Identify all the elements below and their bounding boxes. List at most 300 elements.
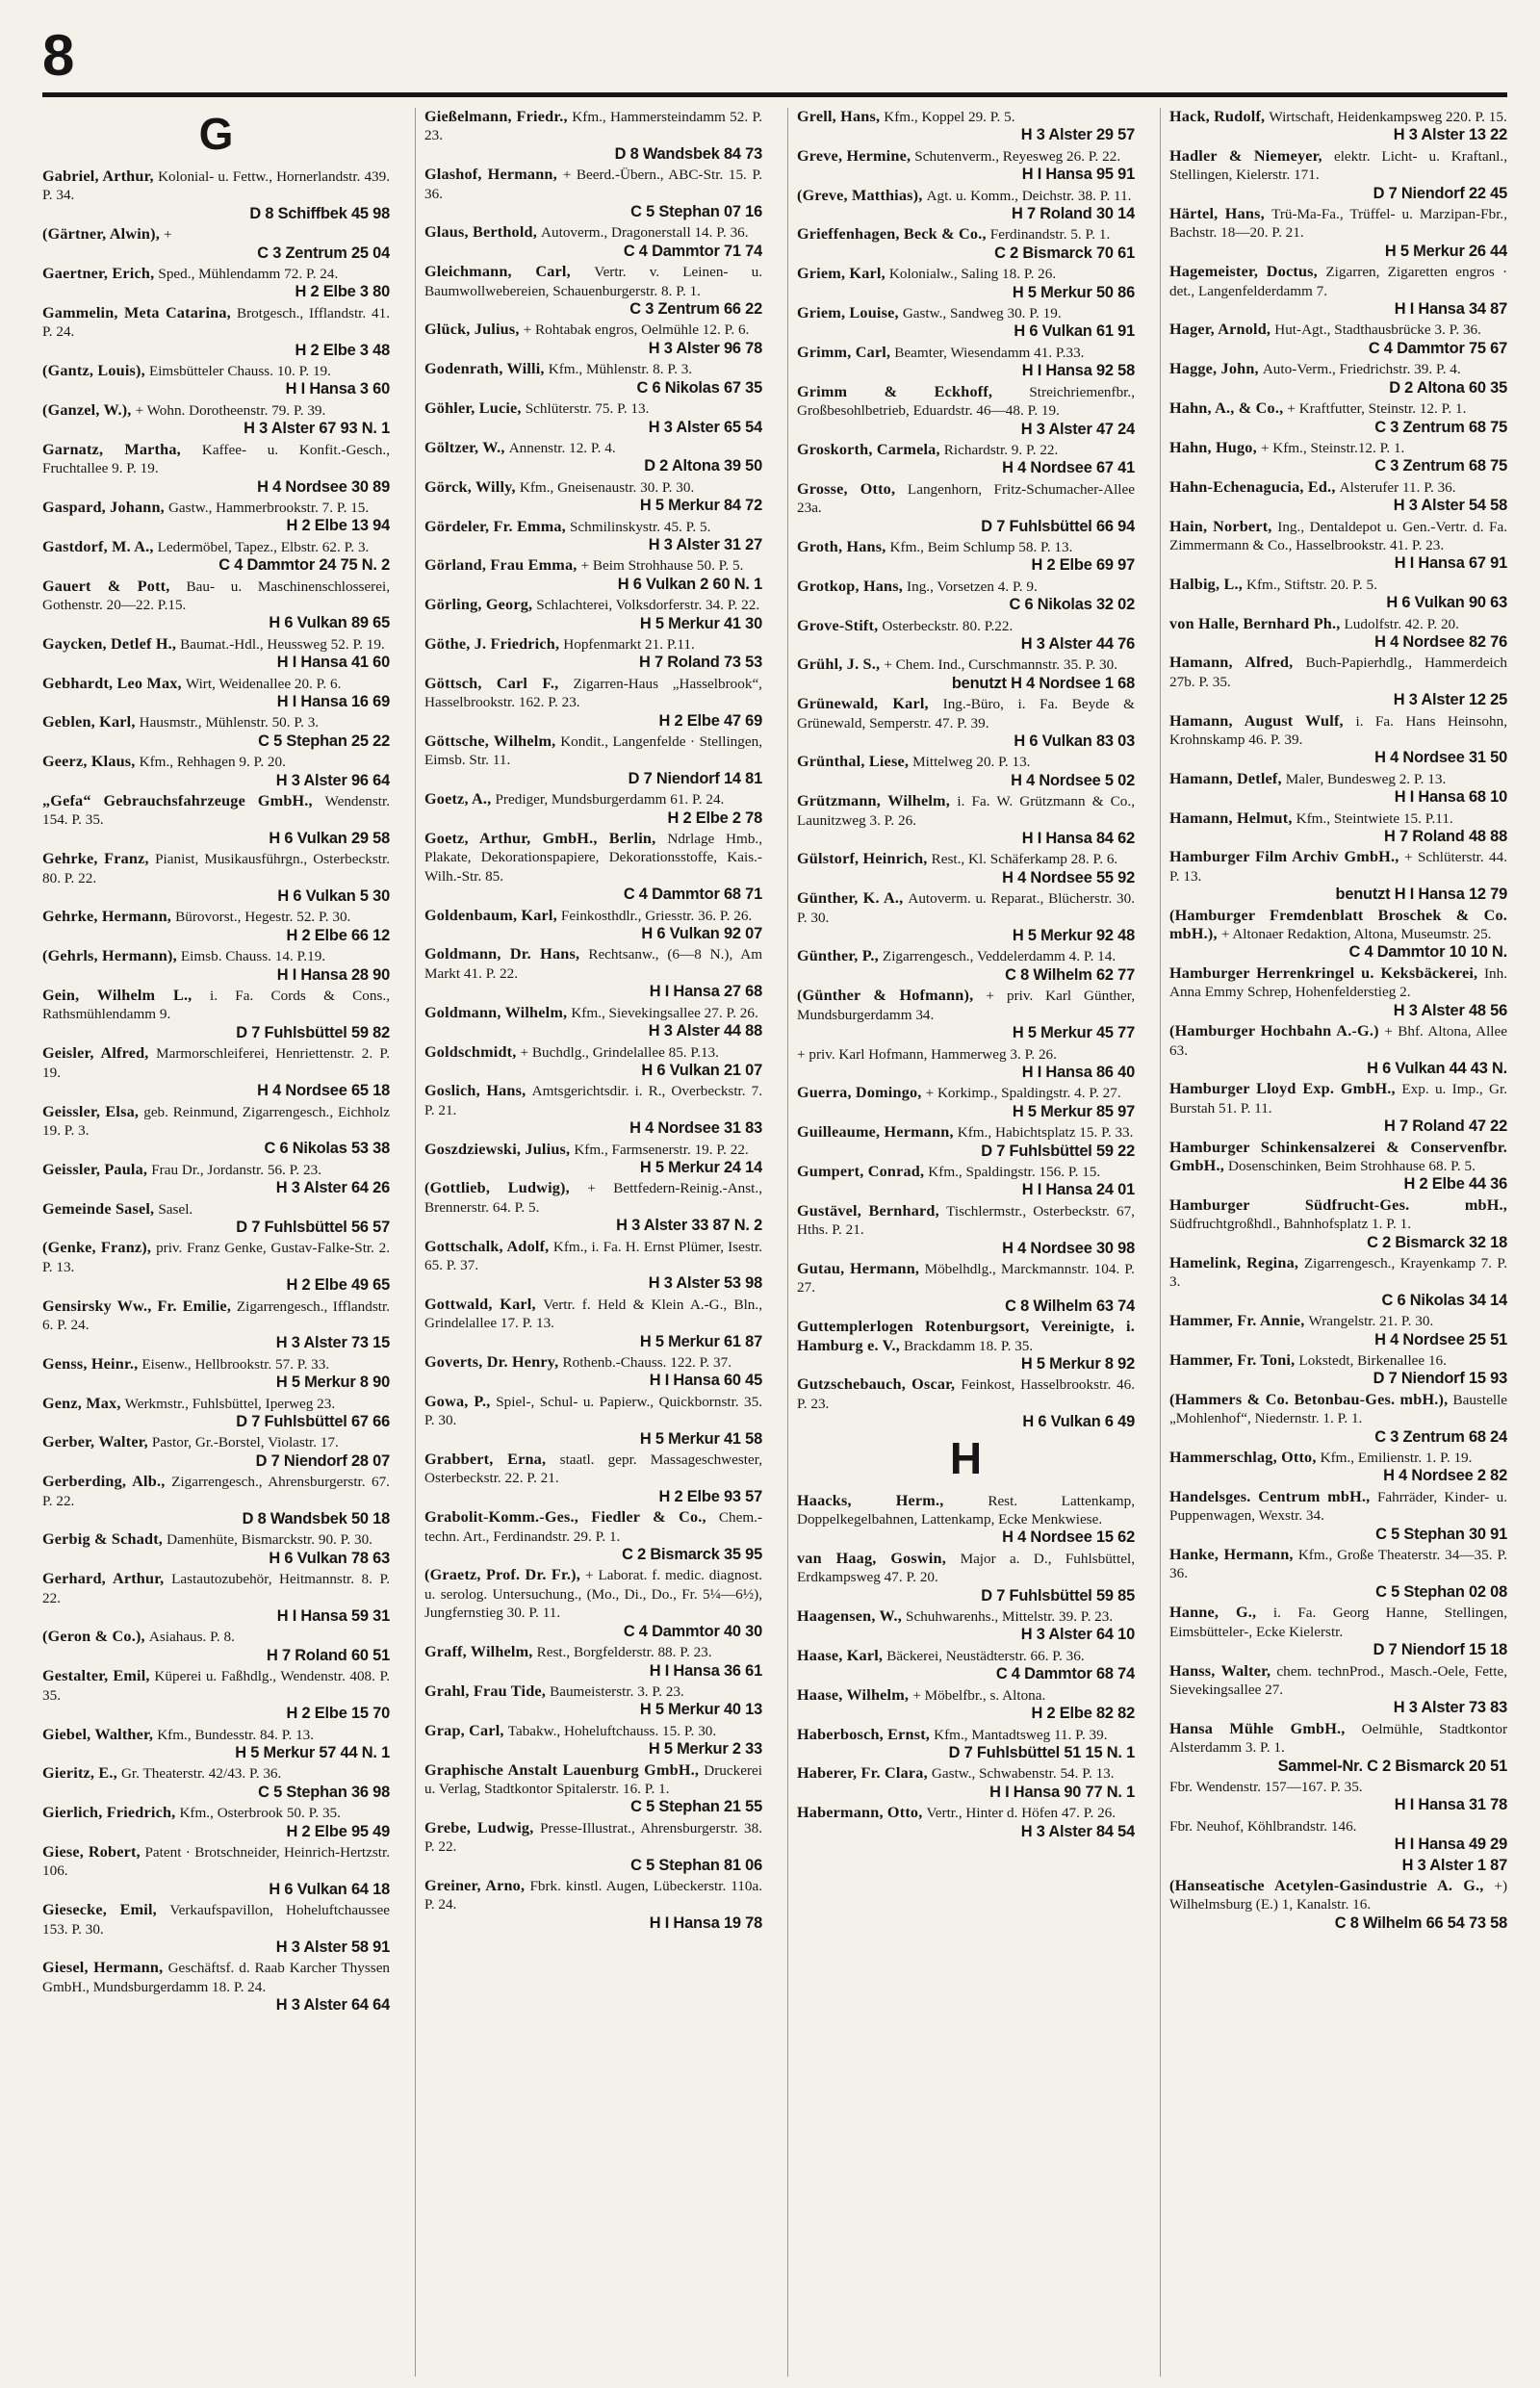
entry-phone: H 2 Elbe 2 78 bbox=[667, 809, 762, 827]
entry-details: Schutenverm., Reyesweg 26. P. 22. bbox=[914, 147, 1121, 165]
directory-entry bbox=[42, 578, 390, 633]
entry-details: Fbrk. kinstl. Augen, Lübeckerstr. 110a. P. 24. bbox=[424, 1877, 762, 1913]
directory-entry bbox=[424, 1566, 762, 1641]
directory-entry bbox=[1169, 205, 1507, 261]
entry-name: Graff, Wilhelm, bbox=[424, 1643, 533, 1661]
entry-phone: H I Hansa 16 69 bbox=[276, 692, 390, 710]
directory-entry bbox=[797, 441, 1135, 478]
entry-details: Richardstr. 9. P. 22. bbox=[943, 441, 1059, 458]
directory-entry bbox=[424, 1508, 762, 1564]
directory-entry bbox=[424, 1451, 762, 1506]
directory-entry bbox=[42, 987, 390, 1042]
entry-name: Gauert & Pott, bbox=[42, 577, 170, 595]
directory-entry bbox=[797, 947, 1135, 985]
entry-name: Gottschalk, Adolf, bbox=[424, 1237, 550, 1255]
directory-entry bbox=[1169, 1662, 1507, 1718]
directory-entry bbox=[424, 1082, 762, 1138]
entry-name: Gein, Wilhelm L., bbox=[42, 987, 192, 1005]
directory-entry bbox=[1169, 321, 1507, 358]
entry-name: Grabbert, Erna, bbox=[424, 1451, 547, 1469]
entry-details: + Bettfedern-Reinig.-Anst., Brennerstr. 64. P. 5. bbox=[424, 1180, 762, 1216]
entry-phone: C 6 Nikolas 32 02 bbox=[1009, 596, 1135, 614]
entry-phone: H 3 Alster 1 87 bbox=[1401, 1856, 1507, 1874]
entry-details: Major a. D., Fuhlsbüttel, Erdkampsweg 47. P. 20. bbox=[797, 1550, 1135, 1586]
directory-entry bbox=[424, 1643, 762, 1681]
directory-entry bbox=[797, 1686, 1135, 1724]
directory-entry bbox=[797, 1607, 1135, 1645]
directory-entry bbox=[42, 1395, 390, 1432]
entry-details: Autoverm., Dragonerstall 14. P. 36. bbox=[541, 224, 749, 242]
entry-name: Göttsche, Wilhelm, bbox=[424, 732, 556, 750]
entry-name: Guttemplerlogen Rotenburgsort, Vereinigte, i. Hamburg e. V., bbox=[797, 1318, 1135, 1354]
entry-details: + Schlüterstr. 44. P. 13. bbox=[1169, 849, 1507, 885]
directory-entry bbox=[42, 167, 390, 223]
entry-name: Göhler, Lucie, bbox=[424, 399, 522, 418]
entry-details: Rest., Borgfelderstr. 88. P. 23. bbox=[536, 1644, 712, 1661]
entry-details: Baumat.-Hdl., Heussweg 52. P. 19. bbox=[180, 635, 385, 653]
entry-name: Grühl, J. S., bbox=[797, 655, 881, 674]
directory-entry bbox=[1169, 399, 1507, 437]
entry-details: Streichriemenfbr., Großbesohlbetrieb, Eduardstr. 46—48. P. 19. bbox=[797, 383, 1135, 420]
entry-details: Kolonial- u. Fettw., Hornerlandstr. 439. P. 34. bbox=[42, 168, 390, 204]
entry-name: Gieritz, E., bbox=[42, 1764, 117, 1783]
entry-name: Gördeler, Fr. Emma, bbox=[424, 517, 566, 535]
entry-phone: H I Hansa 19 78 bbox=[649, 1913, 762, 1932]
entry-name: Haase, Wilhelm, bbox=[797, 1685, 910, 1704]
entry-name: Gastdorf, M. A., bbox=[42, 537, 154, 555]
entry-name: Griem, Louise, bbox=[797, 304, 899, 322]
directory-entry bbox=[424, 1004, 762, 1041]
directory-entry bbox=[797, 617, 1135, 655]
directory-entry bbox=[1169, 770, 1507, 808]
entry-name: (Graetz, Prof. Dr. Fr.), bbox=[424, 1566, 580, 1584]
entry-details: + Laborat. f. medic. diagnost. u. serolog. Untersuchung., (Mo., Di., Do., Fr. 5¼—6½), Jungfernstieg 30. P. 11. bbox=[424, 1567, 762, 1622]
entry-details: Inh. Anna Emmy Schrep, Hohenfelderstieg 2. bbox=[1169, 964, 1507, 1001]
entry-name: Hamburger Film Archiv GmbH., bbox=[1169, 848, 1399, 866]
entry-phone: D 8 Wandsbek 50 18 bbox=[242, 1510, 390, 1528]
entry-name: Goszdziewski, Julius, bbox=[424, 1140, 571, 1158]
entry-name: Goldmann, Wilhelm, bbox=[424, 1003, 568, 1021]
entry-details: Kfm., Hammersteindamm 52. P. 23. bbox=[424, 109, 762, 144]
entry-details: Damenhüte, Bismarckstr. 90. P. 30. bbox=[167, 1531, 372, 1549]
entry-name: Haberer, Fr. Clara, bbox=[797, 1764, 928, 1783]
entry-details: Hut-Agt., Stadthausbrücke 3. P. 36. bbox=[1274, 321, 1481, 339]
directory-entry bbox=[424, 1296, 762, 1351]
directory-entry bbox=[797, 538, 1135, 576]
entry-details: Eimsbütteler Chauss. 10. P. 19. bbox=[148, 363, 331, 380]
entry-phone: D 7 Niendorf 28 07 bbox=[255, 1451, 390, 1470]
directory-entry bbox=[1169, 1877, 1507, 1933]
entry-name: Grove-Stift, bbox=[797, 616, 879, 634]
entry-name: Grosse, Otto, bbox=[797, 479, 896, 498]
directory-entry bbox=[424, 1043, 762, 1081]
entry-name: (Genke, Franz), bbox=[42, 1239, 152, 1257]
entry-name: Garnatz, Martha, bbox=[42, 440, 181, 458]
entry-details: Gastw., Schwabenstr. 54. P. 13. bbox=[931, 1765, 1115, 1783]
entry-details: Rest., Kl. Schäferkamp 28. P. 6. bbox=[931, 851, 1118, 868]
directory-entry bbox=[42, 1726, 390, 1763]
entry-name: Goldmann, Dr. Hans, bbox=[424, 945, 580, 963]
directory-entry bbox=[797, 225, 1135, 263]
entry-details: Kfm., i. Fa. H. Ernst Plümer, Isestr. 65. P. 37. bbox=[424, 1238, 762, 1273]
directory-entry bbox=[1169, 1139, 1507, 1194]
entry-name: (Hammers & Co. Betonbau-Ges. mbH.), bbox=[1169, 1390, 1449, 1408]
entry-details: Oelmühle, Stadtkontor Alsterdamm 3. P. 1. bbox=[1169, 1720, 1507, 1757]
entry-phone: H 3 Alster 54 58 bbox=[1393, 497, 1507, 515]
directory-entry bbox=[1169, 1604, 1507, 1659]
entry-name: Hagemeister, Doctus, bbox=[1169, 263, 1318, 281]
entry-name: Haacks, Herm., bbox=[797, 1491, 944, 1509]
entry-phone: H 6 Vulkan 64 18 bbox=[269, 1880, 390, 1898]
entry-details: Vertr. v. Leinen- u. Baumwollwebereien, Schauenburgerstr. 8. P. 1. bbox=[424, 264, 762, 299]
entry-name: Hamburger Schinkensalzerei & Conservenfbr. GmbH., bbox=[1169, 1138, 1507, 1174]
entry-details: Baustelle „Mohlenhof“, Niedernstr. 1. P. 1. bbox=[1169, 1391, 1507, 1427]
entry-details: Tabakw., Hoheluftchauss. 15. P. 30. bbox=[507, 1722, 717, 1739]
entry-name: Geisler, Alfred, bbox=[42, 1044, 149, 1063]
entry-phone: H I Hansa 84 62 bbox=[1021, 830, 1135, 848]
directory-entry bbox=[1169, 360, 1507, 398]
directory-entry bbox=[42, 1804, 390, 1841]
entry-details: Kfm., Steintwiete 15. P.11. bbox=[1296, 809, 1453, 827]
entry-details: Kfm., Rehhagen 9. P. 20. bbox=[139, 754, 286, 771]
entry-name: Hahn-Echenagucia, Ed., bbox=[1169, 477, 1336, 496]
entry-details: Werkmstr., Fuhlsbüttel, Iperweg 23. bbox=[124, 1395, 336, 1412]
entry-details: Kfm., Bundesstr. 84. P. 13. bbox=[157, 1726, 315, 1743]
entry-details: Prediger, Mundsburgerdamm 61. P. 24. bbox=[495, 791, 725, 809]
directory-entry bbox=[797, 655, 1135, 693]
entry-phone: H I Hansa 36 61 bbox=[649, 1661, 762, 1680]
entry-details: Schlachterei, Volksdorferstr. 34. P. 22. bbox=[536, 597, 760, 614]
entry-name: Hamburger Südfrucht-Ges. mbH., bbox=[1169, 1195, 1507, 1214]
header-rule bbox=[42, 92, 1507, 97]
entry-details: Vertr., Hinter d. Höfen 47. P. 26. bbox=[926, 1805, 1116, 1822]
entry-details: + Chem. Ind., Curschmannstr. 35. P. 30. bbox=[884, 656, 1118, 674]
entry-phone: H 3 Alster 84 54 bbox=[1020, 1822, 1135, 1840]
entry-phone: H I Hansa 59 31 bbox=[276, 1607, 390, 1626]
entry-details: Südfruchtgroßhdl., Bahnhofsplatz 1. P. 1. bbox=[1169, 1216, 1411, 1233]
directory-entry bbox=[1169, 518, 1507, 574]
entry-name: Gerhard, Arthur, bbox=[42, 1570, 165, 1588]
entry-details: Kfm., Emilienstr. 1. P. 19. bbox=[1320, 1450, 1473, 1467]
entry-name: Hagge, John, bbox=[1169, 360, 1259, 378]
entry-name: Görling, Georg, bbox=[424, 596, 533, 614]
entry-phone: H 6 Vulkan 5 30 bbox=[277, 887, 390, 906]
entry-name: Gehrke, Franz, bbox=[42, 850, 149, 868]
directory-entry bbox=[424, 166, 762, 221]
entry-details: Kfm., Große Theaterstr. 34—35. P. 36. bbox=[1169, 1547, 1507, 1582]
entry-phone: H I Hansa 92 58 bbox=[1021, 362, 1135, 380]
entry-details: geb. Reinmund, Zigarrengesch., Eichholz 19. P. 3. bbox=[42, 1103, 390, 1139]
directory-entry bbox=[424, 732, 762, 788]
entry-phone: H 3 Alster 64 64 bbox=[275, 1996, 390, 2015]
entry-phone: H 3 Alster 13 22 bbox=[1393, 126, 1507, 144]
directory-entry bbox=[797, 1123, 1135, 1161]
entry-name: (Gottlieb, Ludwig), bbox=[424, 1179, 570, 1197]
entry-details: + Beim Strohhause 50. P. 5. bbox=[580, 557, 744, 575]
entry-details: Auto-Verm., Friedrichstr. 39. P. 4. bbox=[1262, 361, 1461, 378]
entry-details: Alsterufer 11. P. 36. bbox=[1339, 478, 1456, 496]
entry-phone: H I Hansa 34 87 bbox=[1394, 300, 1507, 319]
entry-details: Kfm., Gneisenaustr. 30. P. 30. bbox=[519, 478, 695, 496]
directory-entry bbox=[42, 753, 390, 790]
entry-phone: H 4 Nordsee 5 02 bbox=[1011, 771, 1135, 789]
directory-entry bbox=[424, 1682, 762, 1720]
entry-phone: H 3 Alster 65 54 bbox=[648, 418, 762, 436]
entry-name: Gerber, Walter, bbox=[42, 1433, 148, 1451]
entry-name: Gutau, Hermann, bbox=[797, 1259, 920, 1277]
entry-phone: H I Hansa 67 91 bbox=[1394, 554, 1507, 573]
entry-details: Rothenb.-Chauss. 122. P. 37. bbox=[562, 1354, 732, 1371]
entry-name: Görland, Frau Emma, bbox=[424, 556, 578, 575]
entry-phone: H 2 Elbe 15 70 bbox=[286, 1705, 390, 1723]
directory-entry bbox=[1169, 809, 1507, 847]
entry-name: Gowa, P., bbox=[424, 1392, 491, 1410]
directory-entry bbox=[424, 263, 762, 319]
entry-phone: H 5 Merkur 92 48 bbox=[1012, 927, 1135, 945]
directory-entry bbox=[424, 1238, 762, 1294]
directory-entry bbox=[42, 1103, 390, 1159]
entry-details: +) Wilhelmsburg (E.) 1, Kanalstr. 16. bbox=[1169, 1877, 1507, 1913]
entry-details: Ferdinandstr. 5. P. 1. bbox=[989, 226, 1111, 244]
directory-entry bbox=[424, 1722, 762, 1759]
entry-phone: H I Hansa 49 29 bbox=[1394, 1836, 1507, 1854]
entry-name: Grap, Carl, bbox=[424, 1721, 504, 1739]
entry-phone: C 4 Dammtor 24 75 N. 2 bbox=[218, 556, 390, 575]
directory-entry bbox=[1169, 907, 1507, 963]
entry-name: Hamann, Detlef, bbox=[1169, 769, 1282, 787]
entry-details: staatl. gepr. Massageschwester, Osterbeckstr. 22. P. 21. bbox=[424, 1451, 762, 1487]
entry-name: Giesecke, Emil, bbox=[42, 1901, 157, 1919]
entry-details: + bbox=[164, 226, 172, 244]
entry-details: + Kraftfutter, Steinstr. 12. P. 1. bbox=[1287, 400, 1467, 418]
entry-phone: H 3 Alster 12 25 bbox=[1393, 691, 1507, 709]
entry-details: Agt. u. Komm., Deichstr. 38. P. 11. bbox=[926, 187, 1132, 204]
entry-name: Hammer, Fr. Toni, bbox=[1169, 1351, 1296, 1369]
entry-details: Eisenw., Hellbrookstr. 57. P. 33. bbox=[141, 1355, 330, 1373]
entry-phone: H 3 Alster 48 56 bbox=[1393, 1001, 1507, 1019]
entry-details: + Beerd.-Übern., ABC-Str. 15. P. 36. bbox=[424, 167, 762, 202]
entry-details: Langenhorn, Fritz-Schumacher-Allee 23a. bbox=[797, 480, 1135, 517]
directory-column-1 bbox=[42, 108, 390, 2376]
entry-name: Gaertner, Erich, bbox=[42, 265, 155, 283]
directory-entry bbox=[1169, 1022, 1507, 1078]
directory-entry bbox=[1169, 1546, 1507, 1602]
entry-details: Kondit., Langenfelde · Stellingen, Eimsb. Str. 11. bbox=[424, 733, 762, 769]
entry-details: Möbelhdlg., Marckmannstr. 104. P. 27. bbox=[797, 1260, 1135, 1297]
entry-phone: H 6 Vulkan 90 63 bbox=[1386, 594, 1507, 612]
entry-phone: H 5 Merkur 8 90 bbox=[275, 1374, 390, 1392]
directory-entry bbox=[42, 265, 390, 302]
entry-name: Gehrke, Hermann, bbox=[42, 908, 172, 926]
directory-entry bbox=[424, 1761, 762, 1817]
entry-phone: H I Hansa 68 10 bbox=[1394, 788, 1507, 807]
entry-phone: H 5 Merkur 84 72 bbox=[639, 497, 762, 515]
entry-phone: D 7 Niendorf 14 81 bbox=[628, 769, 762, 787]
directory-entry bbox=[42, 441, 390, 497]
entry-phone: H 4 Nordsee 67 41 bbox=[1002, 459, 1135, 477]
directory-entry bbox=[797, 1550, 1135, 1605]
directory-entry bbox=[797, 1726, 1135, 1763]
directory-entry bbox=[424, 223, 762, 261]
entry-details: Kfm., Sievekingsallee 27. P. 26. bbox=[571, 1004, 758, 1021]
directory-entry bbox=[42, 1044, 390, 1100]
entry-phone: H 4 Nordsee 65 18 bbox=[257, 1082, 390, 1100]
entry-name: Giesel, Hermann, bbox=[42, 1959, 164, 1977]
entry-details: Sped., Mühlendamm 72. P. 24. bbox=[158, 266, 339, 283]
entry-phone: H I Hansa 95 91 bbox=[1021, 166, 1135, 184]
entry-details: Ing., Dentaldepot u. Gen.-Vertr. d. Fa. Zimmermann & Co., Hasselbrookstr. 41. P. 23. bbox=[1169, 518, 1507, 553]
entry-name: Gemeinde Sasel, bbox=[42, 1199, 155, 1218]
entry-name: Gustävel, Bernhard, bbox=[797, 1201, 939, 1220]
entry-phone: H 2 Elbe 44 36 bbox=[1403, 1175, 1507, 1194]
entry-name: Handelsges. Centrum mbH., bbox=[1169, 1487, 1371, 1505]
entry-details: Küperei u. Faßhdlg., Wendenstr. 408. P. 35. bbox=[42, 1668, 390, 1704]
entry-phone: benutzt H I Hansa 12 79 bbox=[1335, 886, 1507, 904]
directory-entry bbox=[42, 792, 390, 848]
entry-phone: H 3 Alster 53 98 bbox=[648, 1274, 762, 1293]
directory-column-2 bbox=[415, 108, 762, 2376]
entry-details: Zigarrengesch., Ahrensburgerstr. 67. P. 22. bbox=[42, 1474, 390, 1509]
entry-name: Goldschmidt, bbox=[424, 1042, 517, 1061]
entry-phone: H I Hansa 24 01 bbox=[1021, 1181, 1135, 1199]
entry-details: Bürovorst., Hegestr. 52. P. 30. bbox=[175, 909, 351, 926]
entry-details: + Kfm., Steinstr.12. P. 1. bbox=[1260, 439, 1405, 456]
directory-entry bbox=[1169, 654, 1507, 709]
entry-details: i. Fa. Cords & Cons., Rathsmühlendamm 9. bbox=[42, 988, 390, 1023]
entry-name: Graphische Anstalt Lauenburg GmbH., bbox=[424, 1760, 700, 1779]
entry-name: Grimm & Eckhoff, bbox=[797, 382, 993, 400]
directory-entry bbox=[42, 850, 390, 906]
entry-name: Grünthal, Liese, bbox=[797, 753, 910, 771]
entry-details: Pastor, Gr.-Borstel, Violastr. 17. bbox=[151, 1434, 339, 1451]
entry-phone: C 3 Zentrum 25 04 bbox=[257, 244, 390, 262]
entry-details: Frau Dr., Jordanstr. 56. P. 23. bbox=[151, 1161, 321, 1178]
entry-phone: H 5 Merkur 57 44 N. 1 bbox=[235, 1743, 390, 1761]
entry-name: Hanss, Walter, bbox=[1169, 1661, 1271, 1680]
entry-phone: H 7 Roland 73 53 bbox=[639, 654, 762, 672]
directory-entry bbox=[1169, 1312, 1507, 1349]
entry-details: + Möbelfbr., s. Altona. bbox=[912, 1686, 1046, 1704]
entry-details: Hopfenmarkt 21. P.11. bbox=[563, 635, 695, 653]
entry-phone: H 2 Elbe 13 94 bbox=[286, 517, 390, 535]
entry-details: Feinkost, Hasselbrookstr. 46. P. 23. bbox=[797, 1376, 1135, 1412]
entry-details: Gastw., Hammerbrookstr. 7. P. 15. bbox=[167, 499, 370, 516]
entry-phone: D 7 Niendorf 15 93 bbox=[1373, 1370, 1507, 1388]
entry-phone: H 2 Elbe 69 97 bbox=[1031, 556, 1135, 575]
directory-entry bbox=[1169, 263, 1507, 319]
entry-details: Schuhwarenhs., Mittelstr. 39. P. 23. bbox=[906, 1608, 1114, 1626]
directory-entry bbox=[797, 850, 1135, 887]
entry-phone: H 4 Nordsee 2 82 bbox=[1383, 1467, 1507, 1485]
directory-entry bbox=[424, 360, 762, 398]
entry-name: Gießelmann, Friedr., bbox=[424, 108, 568, 125]
entry-name: Guilleaume, Hermann, bbox=[797, 1123, 954, 1142]
entry-name: Habermann, Otto, bbox=[797, 1804, 923, 1822]
entry-phone: C 6 Nikolas 53 38 bbox=[264, 1140, 390, 1158]
entry-name: Groskorth, Carmela, bbox=[797, 440, 940, 458]
directory-entry bbox=[797, 187, 1135, 224]
entry-phone: D 7 Fuhlsbüttel 66 94 bbox=[981, 517, 1135, 535]
entry-name: Hamburger Lloyd Exp. GmbH., bbox=[1169, 1080, 1396, 1098]
entry-details: Ludolfstr. 42. P. 20. bbox=[1344, 615, 1459, 632]
entry-phone: C 6 Nikolas 34 14 bbox=[1381, 1291, 1507, 1309]
entry-phone: C 4 Dammtor 40 30 bbox=[623, 1622, 762, 1640]
entry-details: Patent · Brotschneider, Heinrich-Hertzstr. 106. bbox=[42, 1843, 390, 1880]
entry-phone: H 5 Merkur 61 87 bbox=[639, 1332, 762, 1350]
entry-phone: H 2 Elbe 49 65 bbox=[286, 1276, 390, 1295]
directory-entry bbox=[42, 1239, 390, 1295]
entry-details: Amtsgerichtsdir. i. R., Overbeckstr. 7. P. 21. bbox=[424, 1083, 762, 1118]
entry-name: Gottwald, Karl, bbox=[424, 1295, 536, 1313]
entry-name: Grabolit-Komm.-Ges., Fiedler & Co., bbox=[424, 1508, 706, 1527]
directory-entry bbox=[424, 439, 762, 476]
entry-details: Osterbeckstr. 80. P.22. bbox=[882, 617, 1014, 634]
entry-phone: D 8 Schiffbek 45 98 bbox=[249, 204, 390, 222]
directory-entry bbox=[1169, 1254, 1507, 1310]
directory-column-4 bbox=[1160, 108, 1507, 2376]
entry-name: Geissler, Elsa, bbox=[42, 1102, 140, 1120]
entry-details: + Altonaer Redaktion, Altona, Museumstr. 25. bbox=[1220, 926, 1492, 943]
entry-phone: H I Hansa 60 45 bbox=[649, 1372, 762, 1390]
entry-details: Druckerei u. Verlag, Stadtkontor Spitalerstr. 16. P. 1. bbox=[424, 1761, 762, 1797]
directory-entry bbox=[42, 1200, 390, 1238]
directory-entry bbox=[42, 362, 390, 399]
entry-name: Gensirsky Ww., Fr. Emilie, bbox=[42, 1297, 232, 1315]
entry-phone: H 5 Merkur 41 58 bbox=[639, 1429, 762, 1448]
entry-name: Grützmann, Wilhelm, bbox=[797, 792, 950, 810]
entry-name: Goetz, A., bbox=[424, 790, 492, 809]
entry-name: Hahn, A., & Co., bbox=[1169, 399, 1284, 418]
entry-phone: C 2 Bismarck 35 95 bbox=[622, 1546, 762, 1564]
entry-details: Lastautozubehör, Heitmannstr. 8. P. 22. bbox=[42, 1571, 390, 1606]
directory-entry bbox=[797, 1492, 1135, 1548]
entry-name: Hahn, Hugo, bbox=[1169, 438, 1257, 456]
directory-entry bbox=[424, 1353, 762, 1391]
entry-name: Görck, Willy, bbox=[424, 477, 516, 496]
entry-name: (Hamburger Fremdenblatt Broschek & Co. mbH.), bbox=[1169, 906, 1507, 943]
entry-details: Asiahaus. P. 8. bbox=[148, 1629, 235, 1646]
entry-phone: H 7 Roland 30 14 bbox=[1012, 205, 1135, 223]
entry-phone: C 2 Bismarck 32 18 bbox=[1367, 1233, 1507, 1251]
entry-name: Grebe, Ludwig, bbox=[424, 1818, 534, 1836]
entry-details: + priv. Karl Günther, Mundsburgerdamm 34. bbox=[797, 988, 1135, 1023]
directory-entry bbox=[1169, 1080, 1507, 1136]
entry-details: Buch-Papierhdlg., Hammerdeich 27b. P. 35. bbox=[1169, 655, 1507, 690]
directory-entry bbox=[42, 1764, 390, 1802]
entry-details: + Wohn. Dorotheenstr. 79. P. 39. bbox=[135, 401, 326, 419]
entry-phone: C 5 Stephan 21 55 bbox=[630, 1798, 762, 1816]
entry-phone: C 3 Zentrum 66 22 bbox=[629, 300, 762, 319]
directory-entry bbox=[42, 1297, 390, 1353]
entry-phone: D 7 Fuhlsbüttel 59 22 bbox=[981, 1142, 1135, 1160]
entry-details: Chem.-techn. Art., Ferdinandstr. 29. P. 1. bbox=[424, 1509, 762, 1545]
entry-name: Geissler, Paula, bbox=[42, 1160, 148, 1178]
entry-phone: H 4 Nordsee 82 76 bbox=[1374, 632, 1507, 651]
entry-details: Kfm., Mühlenstr. 8. P. 3. bbox=[548, 361, 693, 378]
entry-phone: D 2 Altona 60 35 bbox=[1389, 378, 1507, 397]
directory-entry bbox=[42, 908, 390, 945]
entry-name: Giese, Robert, bbox=[42, 1842, 141, 1861]
entry-phone: H 4 Nordsee 15 62 bbox=[1002, 1528, 1135, 1547]
entry-phone: H 6 Vulkan 2 60 N. 1 bbox=[617, 575, 762, 593]
entry-phone: H 2 Elbe 82 82 bbox=[1031, 1705, 1135, 1723]
directory-columns bbox=[42, 108, 1507, 2376]
directory-entry bbox=[42, 947, 390, 985]
entry-name: Greve, Hermine, bbox=[797, 146, 911, 165]
entry-phone: H 6 Vulkan 6 49 bbox=[1022, 1413, 1135, 1431]
entry-name: Hanne, G., bbox=[1169, 1604, 1257, 1622]
directory-entry bbox=[424, 945, 762, 1001]
